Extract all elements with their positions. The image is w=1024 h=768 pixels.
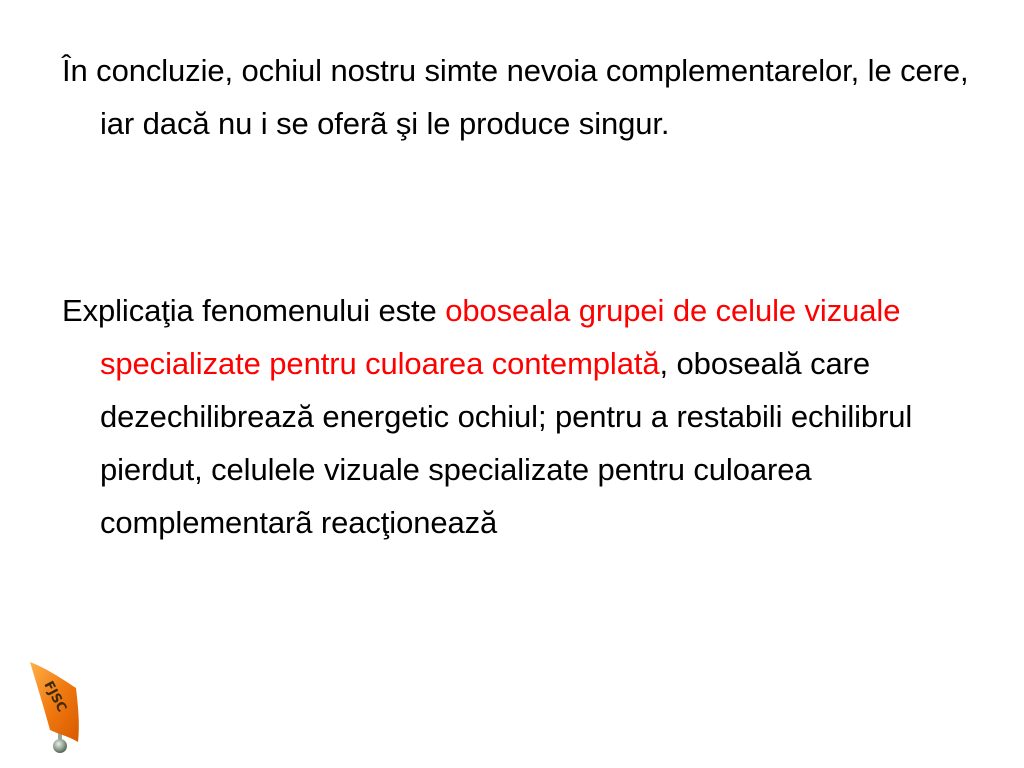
paragraph-conclusion	[62, 44, 992, 150]
paragraph-explanation	[62, 284, 992, 549]
logo-text: FJSC	[40, 678, 70, 715]
paragraph-conclusion-text: În concluzie, ochiul nostru simte nevoia complementarelor, le cere, iar dacă nu i se oferã şi le produce singur.	[62, 53, 969, 141]
explanation-rest: , oboseală care dezechilibrează energetic ochiul; pentru a restabili echilibrul pierdut, celulele vizuale specializate pentru culoarea complementarã reacţionează	[100, 346, 913, 540]
explanation-intro: Explicaţia fenomenului este	[62, 293, 446, 328]
logo-ball	[53, 739, 67, 753]
fjsc-logo-svg	[24, 658, 88, 754]
explanation-highlight: oboseala grupei de celule vizuale specializate pentru culoarea contemplată	[100, 293, 901, 381]
fjsc-flag-logo-icon	[24, 658, 88, 754]
